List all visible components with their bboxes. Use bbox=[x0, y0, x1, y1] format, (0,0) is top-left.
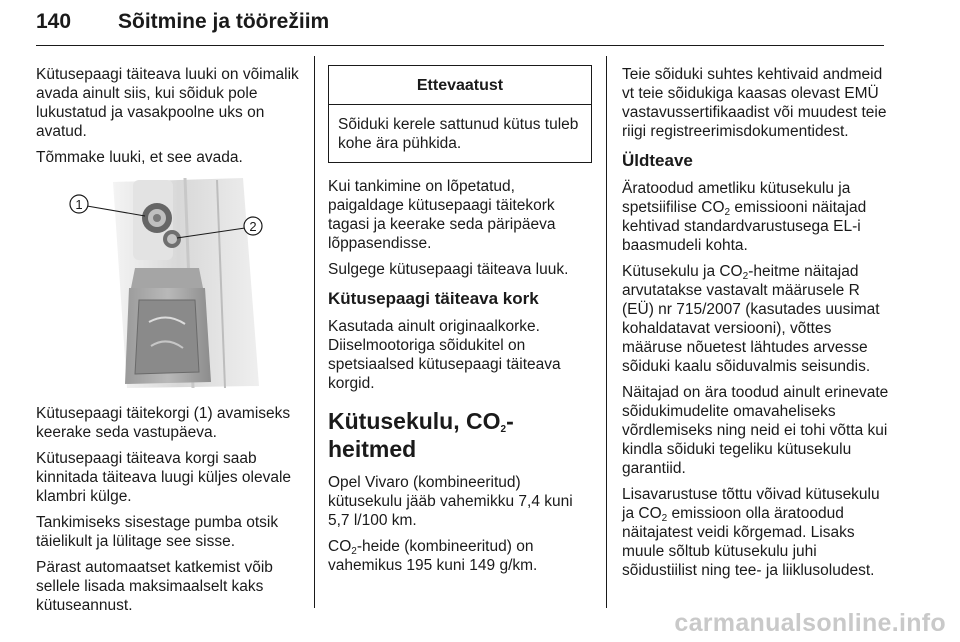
caution-title: Ettevaatust bbox=[329, 66, 591, 105]
paragraph: Kütusepaagi täitekorgi (1) avamiseks keerake seda vastupäeva. bbox=[36, 405, 291, 441]
paragraph: Kütusepaagi täiteava luuki on võimalik avada ainult siis, kui sõiduk pole lukustatud ja vasakpoolne uks on avatud. bbox=[36, 66, 299, 140]
paragraph: Äratoodud ametliku kütusekulu ja spetsiifilise $CO_2$ emissiooni näitajad kehtivad standardvarustusega EL-i baasmudeli kohta. bbox=[622, 180, 867, 254]
paragraph: Kui tankimine on lõpetatud, paigaldage kütusepaagi täitekork tagasi ja keerake seda päripäeva lõppasendisse. bbox=[328, 178, 556, 252]
paragraph: Tõmmake luuki, et see avada. bbox=[36, 149, 243, 166]
callout-1-label: 1 bbox=[75, 197, 83, 212]
paragraph: Lisavarustuse tõttu võivad kütusekulu ja $CO_2$ emissioon olla äratoodud näitajatest veidi kõrgemad. Lisaks muule sõltub kütusekulu juhi sõidustiilist ning tee- ja liiklusoludest. bbox=[622, 486, 880, 579]
caution-box bbox=[328, 65, 592, 163]
header-rule bbox=[36, 45, 884, 46]
watermark: carmanualsonline.info bbox=[674, 609, 946, 637]
paragraph: Tankimiseks sisestage pumba otsik täielikult ja lülitage see sisse. bbox=[36, 514, 279, 550]
section-heading-fuel-consumption: Kütusekulu, $CO_2$-heitmed bbox=[328, 408, 514, 462]
page-title: Sõitmine ja töörežiim bbox=[118, 10, 330, 33]
column-2 bbox=[328, 65, 592, 582]
paragraph: Opel Vivaro (kombineeritud) kütusekulu jääb vahemikku 7,4 kuni 5,7 l/100 km. bbox=[328, 474, 573, 529]
column-3 bbox=[622, 65, 890, 587]
fuel-filler-illustration bbox=[35, 176, 297, 390]
column-divider bbox=[606, 56, 607, 608]
paragraph: $CO_2$-heide (kombineeritud) on vahemikus 195 kuni 149 g/km. bbox=[328, 538, 538, 574]
page-header bbox=[36, 6, 884, 42]
paragraph: Pärast automaatset katkemist võib sellele lisada maksimaalselt kaks kütuseannust. bbox=[36, 559, 273, 614]
caution-body: Sõiduki kerele sattunud kütus tuleb kohe ära pühkida. bbox=[338, 116, 579, 152]
paragraph: Kasutada ainult originaalkorke. Diiselmootoriga sõidukitel on spetsiaalsed kütusepaagi täiteava korgid. bbox=[328, 318, 561, 392]
column-1 bbox=[36, 65, 306, 622]
paragraph: Kütusepaagi täiteava korgi saab kinnitada täiteava luugi küljes olevale klambri külge. bbox=[36, 450, 292, 505]
paragraph: Näitajad on ära toodud ainult erinevate sõidukimudelite omavaheliseks võrdlemiseks ning neid ei tohi võtta kui kindla sõiduki tegeliku kütusekulu garantiid. bbox=[622, 384, 889, 477]
subheading-general: Üldteave bbox=[622, 151, 693, 170]
callout-2-label: 2 bbox=[249, 219, 257, 234]
page-number: 140 bbox=[36, 10, 72, 33]
column-divider bbox=[314, 56, 315, 608]
paragraph: Sulgege kütusepaagi täiteava luuk. bbox=[328, 261, 569, 278]
subheading-fuel-cap: Kütusepaagi täiteava kork bbox=[328, 289, 539, 308]
paragraph: Kütusekulu ja $CO_2$-heitme näitajad arvutatakse vastavalt määrusele R (EÜ) nr 715/2007 (kasutades uusimat kohaldatavat versiooni), võttes määruse nõuetest lähtudes arvesse sõiduki kaalu sõiduvalmis seisundis. bbox=[622, 263, 880, 375]
paragraph: Teie sõiduki suhtes kehtivaid andmeid vt teie sõidukiga kaasas olevast EMÜ vastavussertifikaadist või muudest teie riigi registreerimisdokumentidest. bbox=[622, 66, 887, 140]
